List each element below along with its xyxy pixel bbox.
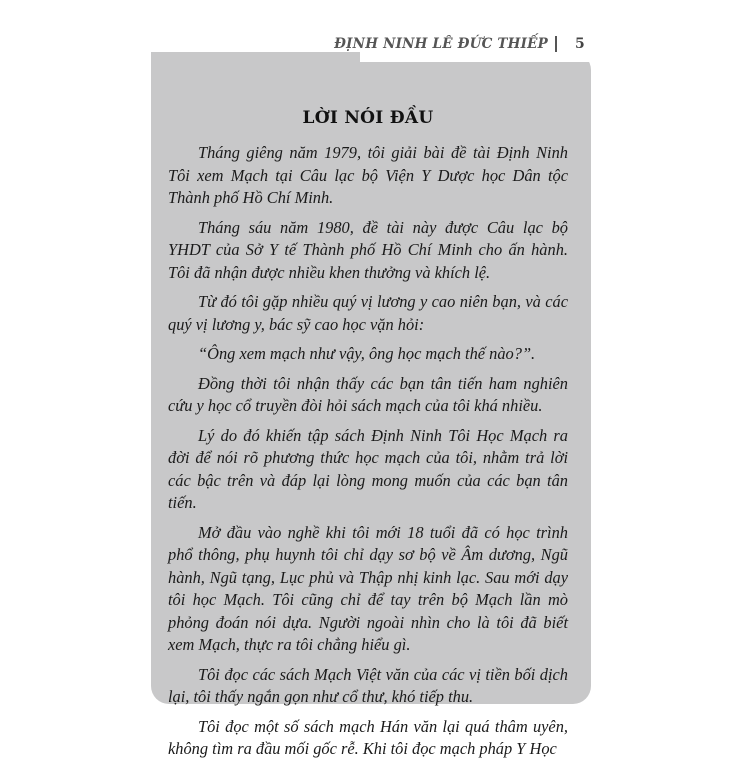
page-number: 5: [575, 36, 585, 52]
quote-paragraph: “Ông xem mạch như vậy, ông học mạch thế nào?”.: [198, 344, 536, 363]
paragraph: Tháng sáu năm 1980, đề tài này được Câu lạc bộ YHDT của Sở Y tế Thành phố Hồ Chí Minh cho ấn hành. Tôi đã nhận được nhiều khen thưởng và khích lệ.: [168, 217, 568, 282]
panel-tab-cutout: [360, 52, 600, 62]
paragraph: Lý do đó khiến tập sách Định Ninh Tôi Học Mạch ra đời để nói rõ phương thức học mạch của tôi, nhằm trả lời các bậc trên và đáp lại lòng mong muốn của các bạn tân tiến.: [168, 425, 568, 512]
paragraph: Tháng giêng năm 1979, tôi giải bài đề tài Định Ninh Tôi xem Mạch tại Câu lạc bộ Viện Y Dược học Dân tộc Thành phố Hồ Chí Minh.: [168, 143, 568, 207]
section-heading: LỜI NÓI ĐẦU: [302, 108, 434, 128]
paragraph: Tôi đọc một số sách mạch Hán văn lại quá thâm uyên, không tìm ra đầu mối gốc rễ. Khi tôi đọc mạch pháp Y Học: [168, 716, 568, 758]
paragraph: Tôi đọc các sách Mạch Việt văn của các vị tiền bối dịch lại, tôi thấy ngắn gọn như cổ thư, khó tiếp thu.: [168, 664, 568, 706]
running-header-title: ĐỊNH NINH LÊ ĐỨC THIẾP: [334, 36, 548, 52]
page-content[interactable]: [168, 108, 568, 768]
paragraph: Mở đầu vào nghề khi tôi mới 18 tuổi đã có học trình phổ thông, phụ huynh tôi chỉ dạy sơ bộ về Âm dương, Ngũ hành, Ngũ tạng, Lục phủ và Thập nhị kinh lạc. Sau mới dạy tôi học Mạch. Tôi cũng chỉ để tay trên bộ Mạch lần mò phỏng đoán nói dựa. Người ngoài nhìn cho là tôi đã biết xem Mạch, thực ra tôi chẳng hiểu gì.: [168, 522, 568, 654]
paragraph: Từ đó tôi gặp nhiều quý vị lương y cao niên bạn, và các quý vị lương y, bác sỹ cao học vặn hỏi:: [168, 292, 568, 334]
paragraph: Đồng thời tôi nhận thấy các bạn tân tiến ham nghiên cứu y học cổ truyền đòi hỏi sách mạch của tôi khá nhiều.: [168, 373, 568, 415]
